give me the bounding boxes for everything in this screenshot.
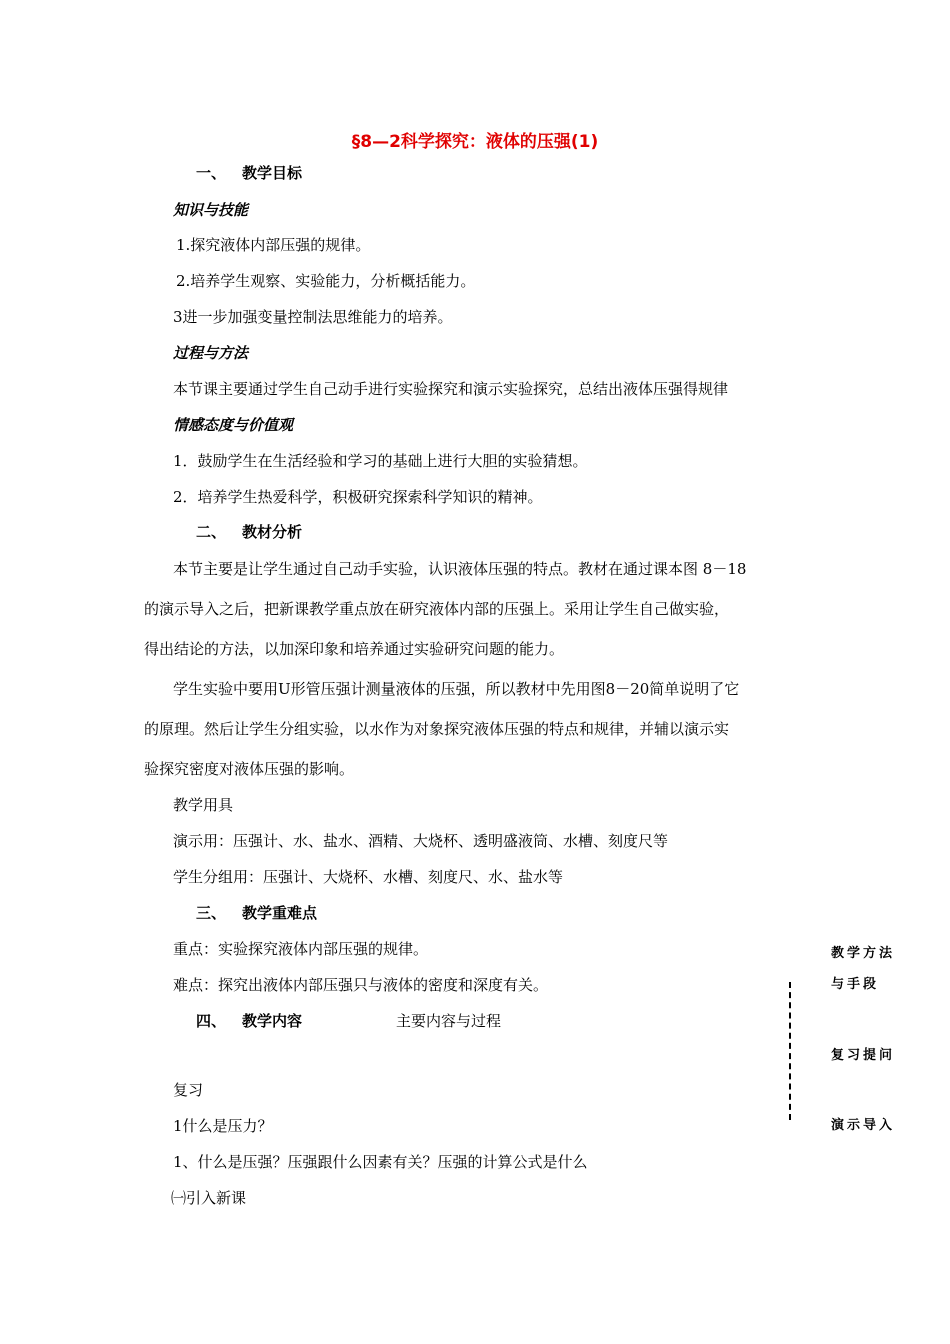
review-question: 1什么是压力？ bbox=[173, 1117, 273, 1135]
review-heading: 复习 bbox=[173, 1081, 204, 1099]
emotion-item: 1．鼓励学生在生活经验和学习的基础上进行大胆的实验猜想。 bbox=[173, 452, 588, 470]
document-title: §8—2科学探究：液体的压强(1) bbox=[351, 132, 599, 152]
subheading-emotion: 情感态度与价值观 bbox=[173, 416, 294, 434]
analysis-line: 的原理。然后让学生分组实验，以水作为对象探究液体压强的特点和规律，并辅以演示实 bbox=[144, 720, 730, 738]
analysis-line: 验探究密度对液体压强的影响。 bbox=[144, 760, 355, 778]
knowledge-item: 1.探究液体内部压强的规律。 bbox=[176, 236, 371, 254]
section-heading-content bbox=[196, 1010, 302, 1031]
analysis-line: 本节主要是让学生通过自己动手实验，认识液体压强的特点。教材在通过课本图 8－18 bbox=[173, 560, 747, 578]
process-text: 本节课主要通过学生自己动手进行实验探究和演示实验探究，总结出液体压强得规律 bbox=[173, 380, 729, 398]
sidebar-demo-label: 演示导入 bbox=[831, 1118, 896, 1133]
analysis-line: 得出结论的方法，以加深印象和培养通过实验研究问题的能力。 bbox=[144, 640, 565, 658]
section-title: 教学重难点 bbox=[242, 904, 318, 922]
knowledge-item: 3进一步加强变量控制法思维能力的培养。 bbox=[173, 308, 453, 326]
analysis-line: 的演示导入之后，把新课教学重点放在研究液体内部的压强上。采用让学生自己做实验， bbox=[144, 600, 730, 618]
section-heading-objectives bbox=[196, 162, 302, 183]
section-title: 教材分析 bbox=[242, 523, 303, 541]
knowledge-item: 2.培养学生观察、实验能力，分析概括能力。 bbox=[176, 272, 476, 290]
tools-heading: 教学用具 bbox=[173, 796, 234, 814]
section-number: 四、 bbox=[196, 1012, 227, 1030]
tools-demo: 演示用：压强计、水、盐水、酒精、大烧杯、透明盛液筒、水槽、刻度尺等 bbox=[173, 832, 669, 850]
sidebar-method-label: 教学方法 bbox=[831, 946, 896, 961]
analysis-line: 学生实验中要用U形管压强计测量液体的压强，所以教材中先用图8－20简单说明了它 bbox=[173, 680, 740, 698]
sidebar-review-label: 复习提问 bbox=[831, 1048, 896, 1063]
section-title: 教学目标 bbox=[242, 164, 303, 182]
sidebar-method-label: 与手段 bbox=[831, 977, 880, 992]
key-difficulty: 难点：探究出液体内部压强只与液体的密度和深度有关。 bbox=[173, 976, 549, 994]
subheading-process: 过程与方法 bbox=[173, 344, 249, 362]
tools-group: 学生分组用：压强计、大烧杯、水槽、刻度尺、水、盐水等 bbox=[173, 868, 564, 886]
subheading-knowledge: 知识与技能 bbox=[173, 201, 249, 219]
section-number: 一、 bbox=[196, 164, 227, 182]
review-question: 1、什么是压强？压强跟什么因素有关？压强的计算公式是什么 bbox=[173, 1153, 588, 1171]
section-number: 三、 bbox=[196, 904, 227, 922]
section-title: 教学内容 bbox=[242, 1012, 303, 1030]
sidebar-dashed-divider bbox=[789, 982, 791, 1120]
section-number: 二、 bbox=[196, 523, 227, 541]
intro-new-lesson: ㈠引入新课 bbox=[171, 1189, 247, 1207]
key-focus: 重点：实验探究液体内部压强的规律。 bbox=[173, 940, 429, 958]
section-heading-analysis bbox=[196, 521, 302, 542]
emotion-item: 2．培养学生热爱科学，积极研究探索科学知识的精神。 bbox=[173, 488, 543, 506]
section-heading-key-points bbox=[196, 902, 317, 923]
content-column-label: 主要内容与过程 bbox=[396, 1012, 502, 1030]
